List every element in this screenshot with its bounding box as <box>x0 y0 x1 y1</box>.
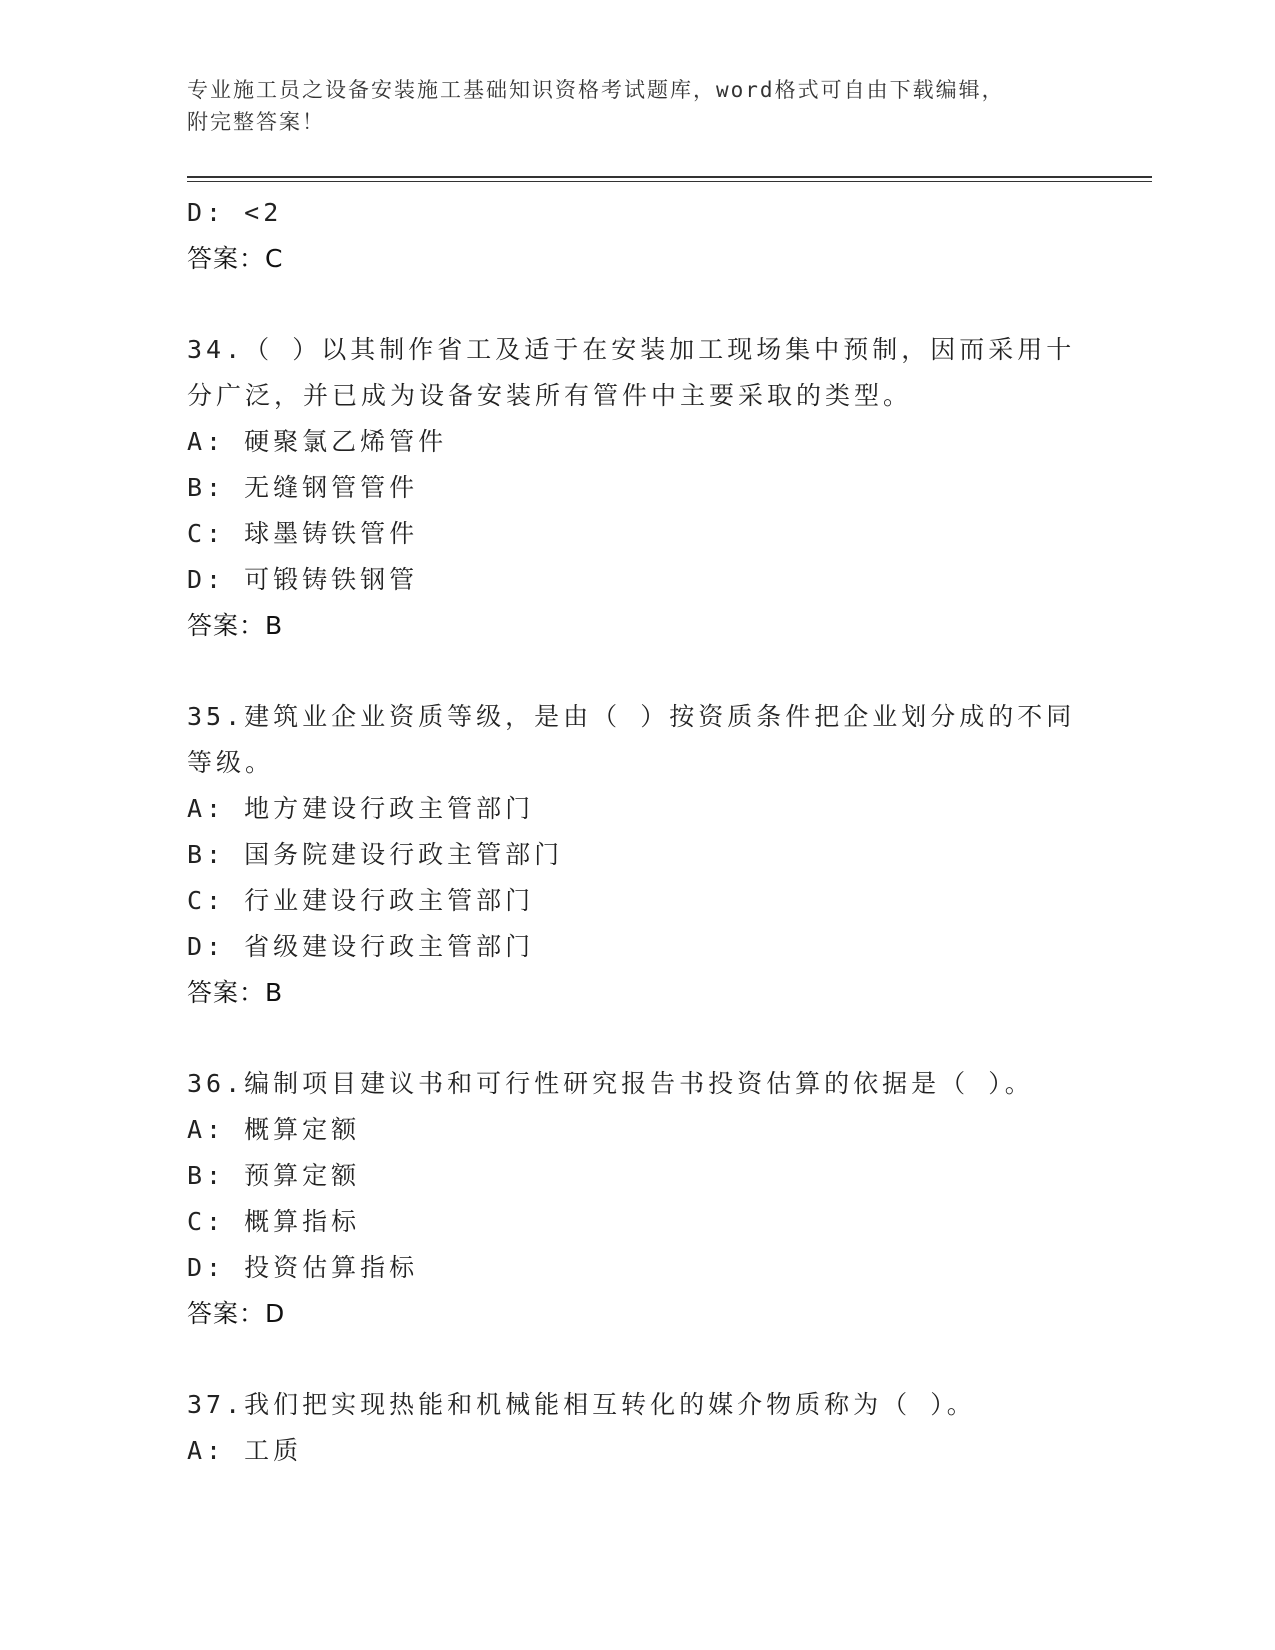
option-d: D: 省级建设行政主管部门 <box>187 932 535 961</box>
header-line-2: 附完整答案！ <box>187 110 325 134</box>
spacer <box>187 649 1087 694</box>
option-c: C: 球墨铸铁管件 <box>187 519 419 548</box>
option-a: A: 硬聚氯乙烯管件 <box>187 427 448 456</box>
question-content <box>187 190 1087 1474</box>
option-b: B: 预算定额 <box>187 1161 361 1190</box>
option-c: C: 概算指标 <box>187 1207 361 1236</box>
question-35 <box>187 694 1087 1016</box>
header-line-1: 专业施工员之设备安装施工基础知识资格考试题库，word格式可自由下载编辑， <box>187 78 1005 102</box>
question-text: 37.我们把实现热能和机械能相互转化的媒介物质称为（ ）。 <box>187 1390 976 1419</box>
option-b: B: 国务院建设行政主管部门 <box>187 840 564 869</box>
option-c: C: 行业建设行政主管部门 <box>187 886 535 915</box>
answer: 答案：C <box>187 244 284 273</box>
question-34 <box>187 327 1087 649</box>
option-d: D: 投资估算指标 <box>187 1253 419 1282</box>
answer: 答案：B <box>187 611 284 640</box>
spacer <box>187 282 1087 327</box>
spacer <box>187 1016 1087 1061</box>
option-a: A: 概算定额 <box>187 1115 361 1144</box>
option-d: D: <2 <box>187 198 283 227</box>
spacer <box>187 1337 1087 1382</box>
option-b: B: 无缝钢管管件 <box>187 473 419 502</box>
answer: 答案：D <box>187 1299 286 1328</box>
question-text: 35.建筑业企业资质等级，是由（ ）按资质条件把企业划分成的不同等级。 <box>187 702 1076 777</box>
page-header <box>187 74 1067 138</box>
question-text: 34.（ ）以其制作省工及适于在安装加工现场集中预制，因而采用十分广泛，并已成为设备安装所有管件中主要采取的类型。 <box>187 335 1076 410</box>
answer: 答案：B <box>187 978 284 1007</box>
question-37 <box>187 1382 1087 1474</box>
header-rule-thin <box>187 181 1152 182</box>
question-36 <box>187 1061 1087 1337</box>
option-a: A: 工质 <box>187 1436 303 1465</box>
option-d: D: 可锻铸铁钢管 <box>187 565 419 594</box>
option-a: A: 地方建设行政主管部门 <box>187 794 535 823</box>
header-rule-thick <box>187 176 1152 178</box>
previous-question-tail <box>187 190 1087 282</box>
question-text: 36.编制项目建议书和可行性研究报告书投资估算的依据是（ ）。 <box>187 1069 1034 1098</box>
